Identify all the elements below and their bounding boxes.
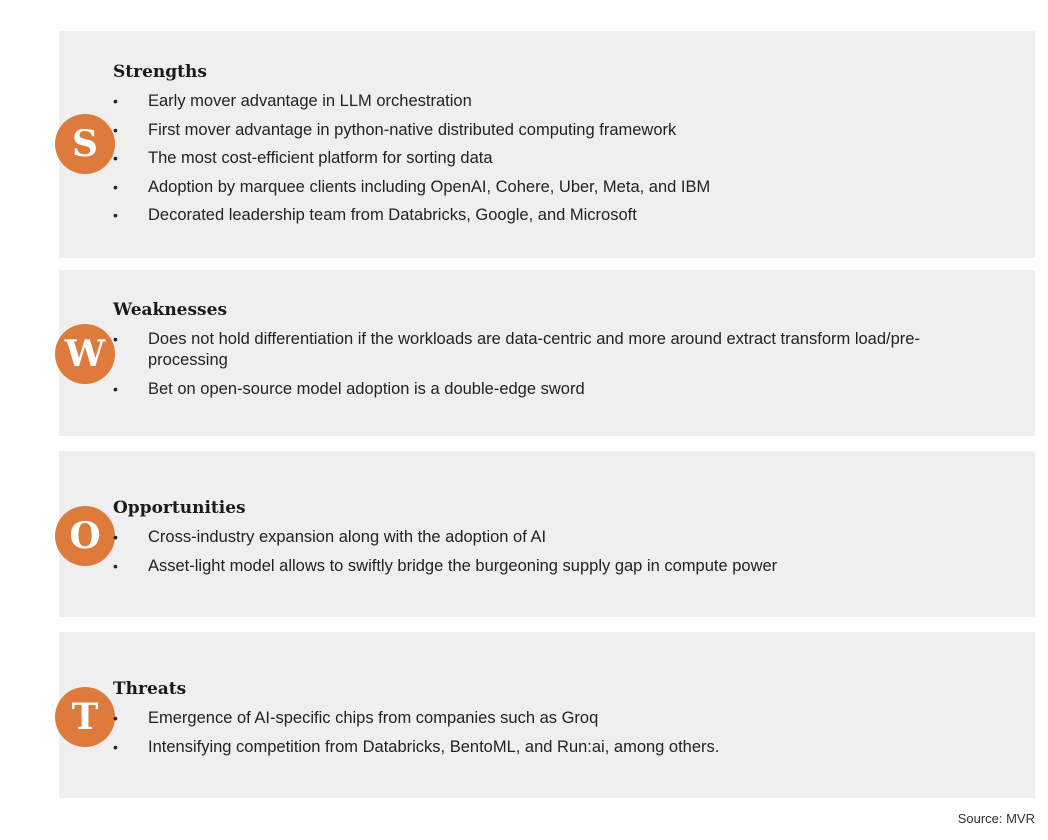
threats-content <box>113 679 975 765</box>
opportunities-content <box>113 498 975 584</box>
list-item <box>113 527 975 548</box>
list-item <box>113 120 975 141</box>
bullet-icon: • <box>113 150 118 166</box>
threats-heading: Threats <box>113 679 187 699</box>
list-item <box>113 556 975 577</box>
list-item <box>113 148 975 169</box>
list-item-text: Adoption by marquee clients including OpenAI, Cohere, Uber, Meta, and IBM <box>148 177 711 196</box>
opportunities-list <box>113 527 975 577</box>
bullet-icon: • <box>113 529 118 545</box>
list-item-text: Decorated leadership team from Databricks, Google, and Microsoft <box>148 206 637 224</box>
list-item-text: Cross-industry expansion along with the adoption of AI <box>148 528 547 546</box>
strengths-badge: S <box>55 114 115 174</box>
list-item-text: Intensifying competition from Databricks, BentoML, and Run:ai, among others. <box>148 737 720 756</box>
list-item <box>113 91 975 112</box>
list-item <box>113 329 975 371</box>
strengths-panel <box>59 31 1035 258</box>
opportunities-heading: Opportunities <box>113 498 246 518</box>
list-item-text: Bet on open-source model adoption is a double-edge sword <box>148 379 585 398</box>
strengths-list <box>113 91 975 226</box>
list-item <box>113 379 975 400</box>
list-item <box>113 205 975 226</box>
strengths-heading: Strengths <box>113 62 207 82</box>
threats-badge: T <box>55 687 115 747</box>
list-item <box>113 177 975 198</box>
weaknesses-badge: W <box>55 324 115 384</box>
list-item <box>113 708 975 729</box>
bullet-icon: • <box>113 93 118 109</box>
weaknesses-content <box>113 300 975 407</box>
bullet-icon: • <box>113 710 118 726</box>
bullet-icon: • <box>113 738 118 755</box>
weaknesses-heading: Weaknesses <box>113 300 228 320</box>
list-item-text: Does not hold differentiation if the workloads are data-centric and more around extract transform load/pre-processing <box>148 330 920 369</box>
bullet-icon: • <box>113 380 118 397</box>
list-item <box>113 737 975 758</box>
opportunities-panel <box>59 451 1035 617</box>
bullet-icon: • <box>113 331 118 347</box>
source-note: Source: MVR <box>957 811 1035 826</box>
list-item-text: First mover advantage in python-native distributed computing framework <box>148 120 677 139</box>
list-item-text: The most cost-efficient platform for sorting data <box>148 149 493 167</box>
weaknesses-panel <box>59 270 1035 436</box>
strengths-content <box>113 62 975 234</box>
list-item-text: Early mover advantage in LLM orchestration <box>148 92 472 110</box>
opportunities-badge: O <box>55 506 115 566</box>
list-item-text: Asset-light model allows to swiftly bridge the burgeoning supply gap in compute power <box>148 556 778 575</box>
threats-panel <box>59 632 1035 798</box>
bullet-icon: • <box>113 178 118 195</box>
list-item-text: Emergence of AI-specific chips from companies such as Groq <box>148 709 599 727</box>
bullet-icon: • <box>113 557 118 574</box>
weaknesses-list <box>113 329 975 400</box>
bullet-icon: • <box>113 207 118 223</box>
bullet-icon: • <box>113 121 118 138</box>
threats-list <box>113 708 975 758</box>
